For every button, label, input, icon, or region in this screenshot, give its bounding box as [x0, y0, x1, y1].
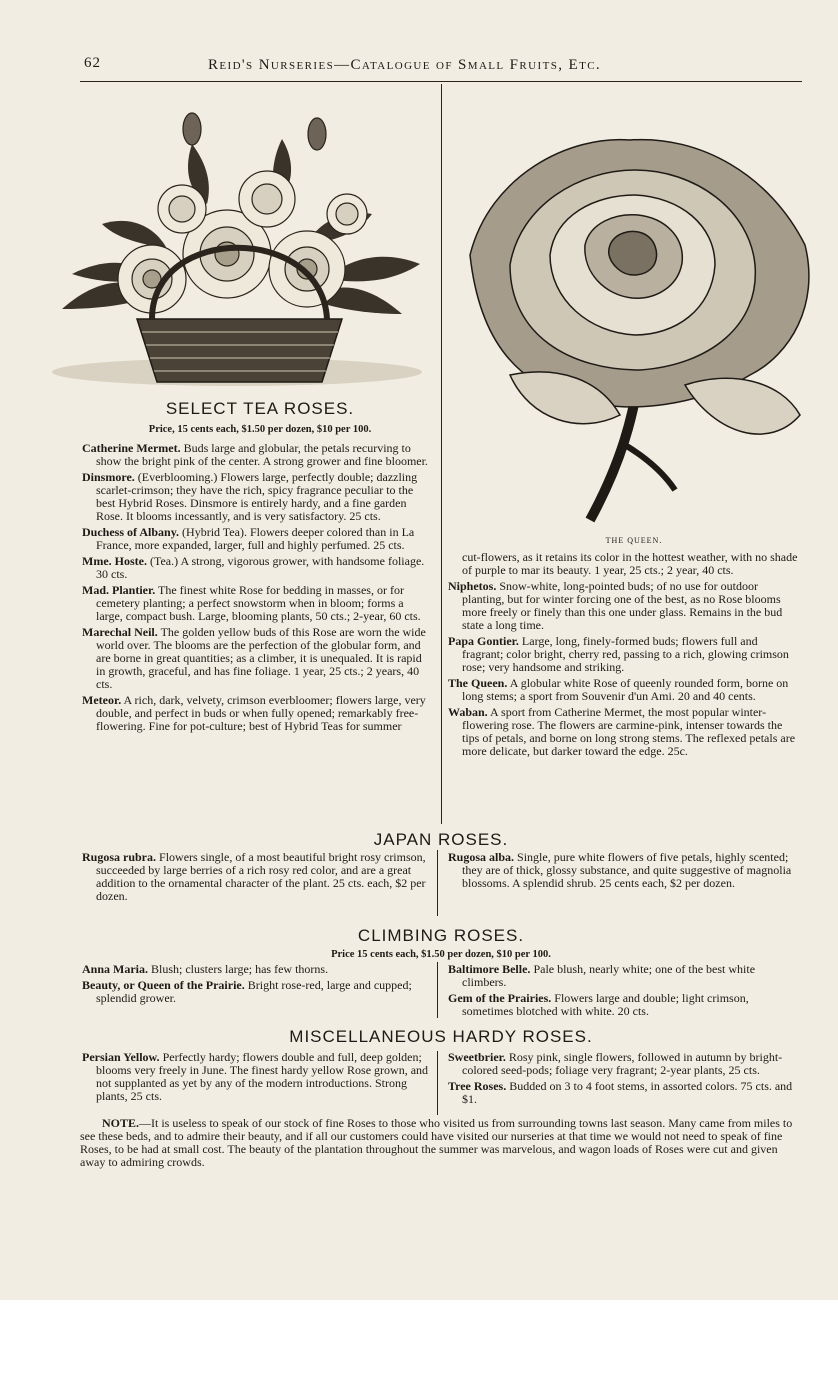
entry-name: Mad. Plantier. [82, 583, 156, 597]
japan-left-column [82, 851, 432, 906]
entry [82, 584, 432, 623]
entry [82, 555, 432, 581]
header-rule [80, 81, 802, 82]
entry [448, 677, 798, 703]
entry-name: Duchess of Albany. [82, 525, 180, 539]
climbing-heading: CLIMBING ROSES. [357, 926, 525, 945]
entry-name: Persian Yellow. [82, 1050, 160, 1064]
entry-name: Dinsmore. [82, 470, 135, 484]
entry-name: Beauty, or Queen of the Prairie. [82, 978, 245, 992]
entry [82, 442, 432, 468]
rose-basket-illustration [42, 104, 430, 394]
entry-name: Waban. [448, 705, 488, 719]
entry-text: Bright rose-red, large and cupped; splendid grower. [96, 978, 412, 1005]
misc-heading: MISCELLANEOUS HARDY ROSES. [289, 1027, 593, 1046]
japan-right-column [448, 851, 798, 893]
entry [448, 1080, 798, 1106]
entry-name: Tree Roses. [448, 1079, 507, 1093]
entry-text: (Everblooming.) Flowers large, perfectly double; dazzling scarlet-crimson; they have the rich, spicy fragrance peculiar to the best Hybrid Roses. Dinsmore is entirely hardy, and a fine garden Rose. It blooms incessantly, and is very satisfactory. 25 cts. [96, 470, 418, 523]
column-rule-japan [437, 850, 438, 916]
climbing-price: Price 15 cents each, $1.50 per dozen, $10 per 100. [331, 949, 551, 960]
note-label: NOTE. [102, 1116, 140, 1130]
queen-rose-illustration [450, 115, 820, 535]
column-rule-climbing [437, 962, 438, 1018]
entry [448, 1051, 798, 1077]
entry-text: Flowers single, of a most beautiful bright rosy crimson, succeeded by large berries of a rich rosy red color, and are a great addition to the ornamental character of the plant. 25 cts. each, $2 per dozen. [96, 850, 426, 903]
entry-text: The golden yellow buds of this Rose are worn the wide world over. The blooms are the perfection of the globular form, and are borne in great quantities; as a climber, it is unequaled. It is rapid in growth, graceful, and has fine foliage. 1 year, 25 cts.; 2 years, 40 cts. [96, 625, 426, 691]
entry [448, 706, 798, 758]
queen-caption: THE QUEEN. [605, 536, 663, 545]
entry-text: (Tea.) A strong, vigorous grower, with handsome foliage. 30 cts. [96, 554, 425, 581]
basket-roses [118, 113, 367, 313]
entry-text: The finest white Rose for bedding in masses, or for cemetery planting; a perfect snowstorm when in bloom; forms a large, compact bush. Large, blooming plants, 50 cts.; 2-year, 60 cts. [96, 583, 421, 623]
select-tea-heading: SELECT TEA ROSES. [165, 399, 355, 418]
entry-text: Budded on 3 to 4 foot stems, in assorted colors. 75 cts. and $1. [462, 1079, 793, 1106]
entry-text: A globular white Rose of queenly rounded form, borne on long stems; a sport from Souvenir d'un Ami. 20 and 40 cents. [462, 676, 789, 703]
climbing-right-column [448, 963, 798, 1021]
entry-name: Marechal Neil. [82, 625, 158, 639]
entry [448, 992, 798, 1018]
entry-name: Meteor. [82, 693, 122, 707]
entry-text: Perfectly hardy; flowers double and full, deep golden; blooms very freely in June. The finest hardy yellow Rose grown, and not supplanted as yet by any of the modern introductions. Strong plants, 25 cts. [96, 1050, 429, 1103]
entry-text: Single, pure white flowers of five petals, highly scented; they are of thick, glossy substance, and quite suggestive of magnolia blossoms. A splendid shrub. 25 cents each, $2 per dozen. [462, 850, 792, 890]
column-rule-top [441, 84, 442, 824]
entry-text: A rich, dark, velvety, crimson everbloomer; flowers large, very double, and perfect in buds or when fully opened; remarkably free-flowering. Fine for pot-culture; best of Hybrid Teas for summer [96, 693, 426, 733]
select-tea-right-column [448, 551, 798, 761]
entry-name: Rugosa rubra. [82, 850, 157, 864]
misc-left-column [82, 1051, 432, 1106]
entry-text: Blush; clusters large; has few thorns. [151, 962, 329, 976]
entry-text: A sport from Catherine Mermet, the most popular winter-flowering rose. The flowers are carmine-pink, intenser towards the tips of petals, and borne on long strong stems. The reflexed petals are more delicate, but darker toward the edge. 25c. [462, 705, 796, 758]
entry [82, 526, 432, 552]
entry-text: Flowers large and double; light crimson, sometimes blotched with white. 20 cts. [462, 991, 749, 1018]
entry [82, 963, 432, 976]
entry [82, 1051, 432, 1103]
meteor-continuation: cut-flowers, as it retains its color in the hottest weather, with no shade of purple to mar its beauty. 1 year, 25 cts.; 2 year, 40 cts. [462, 550, 798, 577]
japan-heading: JAPAN ROSES. [373, 830, 509, 849]
entry-text: Pale blush, nearly white; one of the best white climbers. [462, 962, 756, 989]
note-paragraph [80, 1117, 802, 1169]
entry-text: Large, long, finely-formed buds; flowers full and fragrant; color bright, cherry red, passing to a rich, glowing crimson rose; very handsome and striking. [462, 634, 789, 674]
entry [82, 626, 432, 691]
climbing-left-column [82, 963, 432, 1008]
entry-name: Anna Maria. [82, 962, 148, 976]
entry-name: Rugosa alba. [448, 850, 515, 864]
entry-text: (Hybrid Tea). Flowers deeper colored than in La France, more expanded, larger, full and highly perfumed. 25 cts. [96, 525, 415, 552]
column-rule-misc [437, 1051, 438, 1115]
entry-name: Sweetbrier. [448, 1050, 506, 1064]
note-text: —It is useless to speak of our stock of fine Roses to those who visited us from surrounding towns last season. Many came from miles to see these beds, and to admire their beauty, and if all our customers could have visited our nurseries at that time we would not need to speak of fine Roses, to be had at small cost. The beauty of the plantation throughout the summer was marvelous, and wagon loads of Roses were cut and given away to admiring crowds. [80, 1116, 793, 1169]
select-tea-price: Price, 15 cents each, $1.50 per dozen, $10 per 100. [148, 424, 372, 435]
entry-name: Mme. Hoste. [82, 554, 147, 568]
misc-right-column [448, 1051, 798, 1109]
entry-text: Buds large and globular, the petals recurving to show the bright pink of the center. A strong grower and fine bloomer. [96, 441, 428, 468]
entry-name: Papa Gontier. [448, 634, 519, 648]
entry [448, 851, 798, 890]
entry-name: Catherine Mermet. [82, 441, 181, 455]
entry-name: Baltimore Belle. [448, 962, 531, 976]
entry [82, 851, 432, 903]
page-number: 62 [84, 55, 101, 71]
entry-text: Rosy pink, single flowers, followed in autumn by bright-colored seed-pods; foliage very fragrant; 2-year plants, 25 cts. [462, 1050, 783, 1077]
entry-name: Niphetos. [448, 579, 497, 593]
queen-rose-bloom [470, 140, 809, 434]
entry [82, 979, 432, 1005]
entry [448, 635, 798, 674]
entry [448, 963, 798, 989]
entry [448, 580, 798, 632]
entry [82, 471, 432, 523]
entry [82, 694, 432, 733]
entry-text: Snow-white, long-pointed buds; of no use for outdoor planting, but for winter forcing one of the best, as no Rose blooms more freely or finely than this one under glass. Remains in the bud state a long time. [462, 579, 783, 632]
running-title: Reid's Nurseries—Catalogue of Small Fruits, Etc. [208, 57, 602, 73]
entry-name: The Queen. [448, 676, 508, 690]
select-tea-left-column [82, 442, 432, 736]
entry-name: Gem of the Prairies. [448, 991, 552, 1005]
